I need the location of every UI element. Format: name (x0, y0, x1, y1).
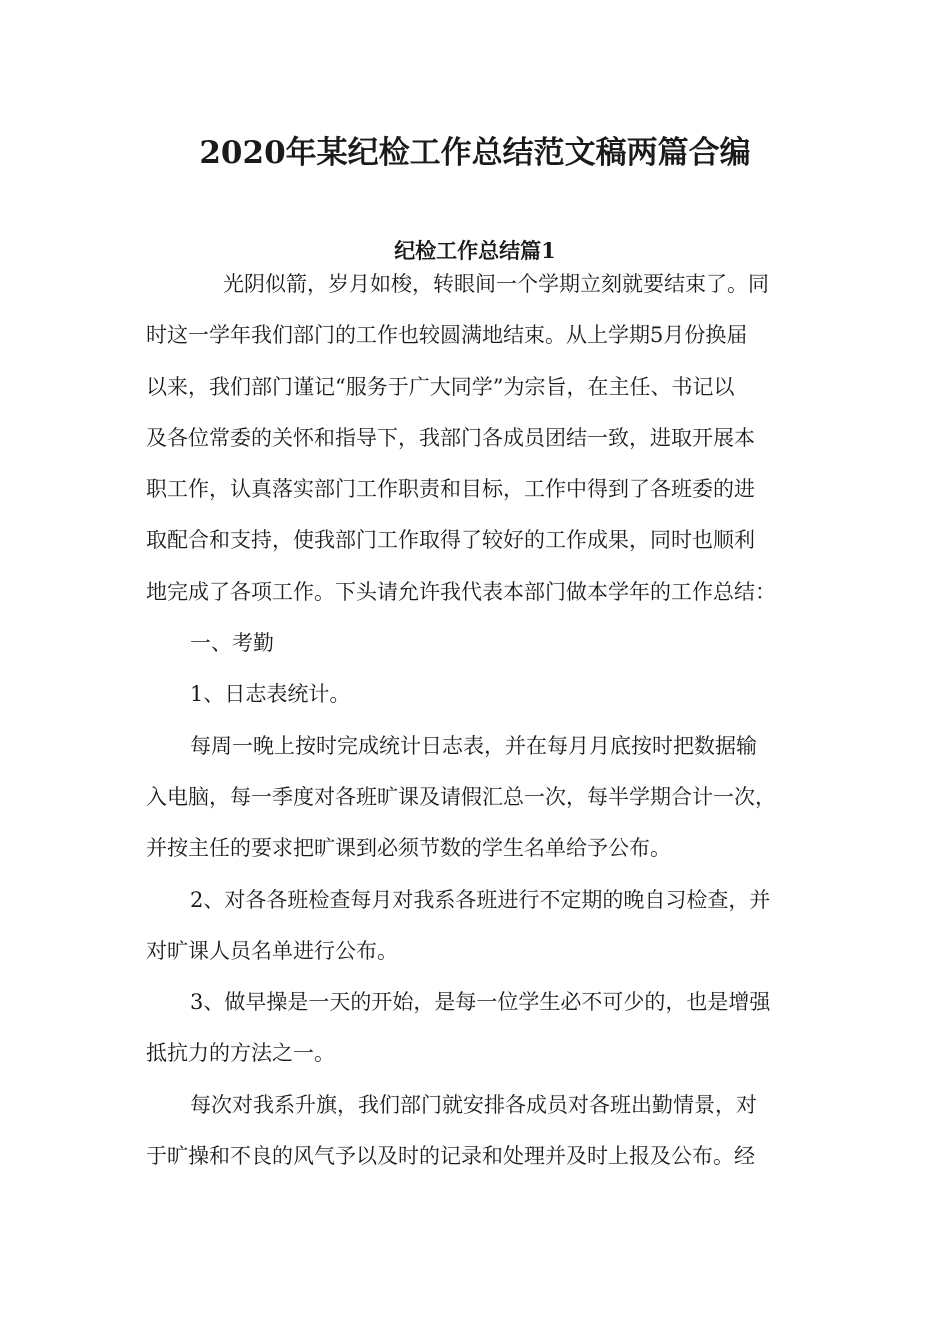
paragraph-line: 抵抗力的方法之一。 (146, 1041, 335, 1066)
paragraph-line: 并按主任的要求把旷课到必须节数的学生名单给予公布。 (146, 836, 671, 861)
heading-line: 1、日志表统计。 (190, 682, 351, 707)
paragraph-line: 2、对各各班检查每月对我系各班进行不定期的晚自习检查，并 (190, 887, 771, 912)
paragraph-line: 职工作，认真落实部门工作职责和目标，工作中得到了各班委的进 (146, 477, 755, 502)
paragraph-line: 入电脑，每一季度对各班旷课及请假汇总一次，每半学期合计一次， (146, 784, 776, 809)
paragraph-line: 取配合和支持，使我部门工作取得了较好的工作成果，同时也顺利 (146, 528, 755, 553)
paragraph-line: 每次对我系升旗，我们部门就安排各成员对各班出勤情景，对 (190, 1092, 757, 1117)
paragraph-line: 以来，我们部门谨记“服务于广大同学”为宗旨，在主任、书记以 (146, 374, 735, 399)
paragraph-line: 时这一学年我们部门的工作也较圆满地结束。从上学期5月份换届 (146, 323, 748, 348)
paragraph-line: 对旷课人员名单进行公布。 (146, 938, 398, 963)
paragraph-line: 3、做早操是一天的开始，是每一位学生必不可少的，也是增强 (190, 990, 771, 1015)
document-title: 2020年某纪检工作总结范文稿两篇合编 (199, 135, 751, 171)
paragraph-line: 及各位常委的关怀和指导下，我部门各成员团结一致，进取开展本 (146, 425, 755, 450)
section-title: 纪检工作总结篇1 (394, 238, 556, 263)
document-body (146, 259, 806, 1182)
paragraph-line: 光阴似箭，岁月如梭，转眼间一个学期立刻就要结束了。同 (223, 272, 769, 296)
paragraph-line: 地完成了各项工作。下头请允许我代表本部门做本学年的工作总结： (146, 579, 776, 604)
paragraph-line: 于旷操和不良的风气予以及时的记录和处理并及时上报及公布。经 (146, 1144, 755, 1169)
paragraph-line: 每周一晚上按时完成统计日志表，并在每月月底按时把数据输 (190, 733, 757, 758)
heading-line: 一、考勤 (190, 631, 274, 656)
